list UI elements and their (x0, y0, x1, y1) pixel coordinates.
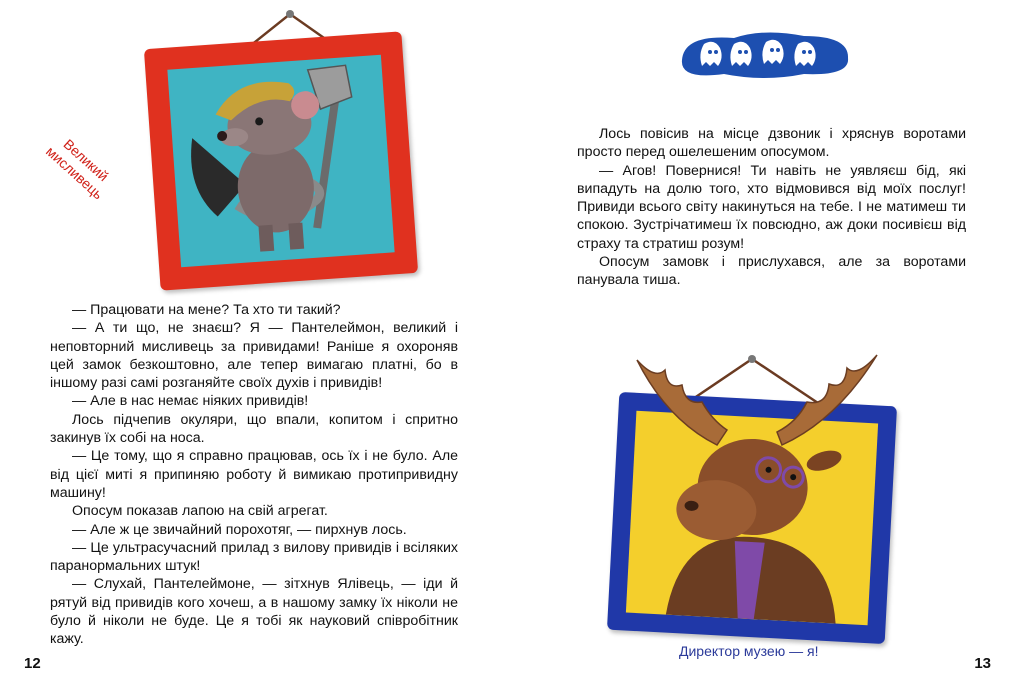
paragraph: — Працювати на мене? Та хто ти такий? (72, 302, 341, 318)
page-number: 12 (24, 655, 41, 672)
paragraph: — Слухай, Пантелеймоне, — зітхнув Ялівець, — іди й рятуй від привидів кого хочеш, а в нашому замку їх ніколи не було й ніколи не буде. Це я тобі як науковий співробітник кажу. (50, 576, 458, 648)
director-caption: Директор музею — я! (679, 643, 819, 659)
paragraph: Лось підчепив окуляри, що впали, копитом і спритно закинув їх собі на носа. (50, 411, 458, 447)
hunter-picture-frame (144, 31, 418, 290)
paragraph: — А ти що, не знаєш? Я — Пантелеймон, великий і неповторний мисливець за привидами! Раніше я охороняв цей замок безкоштовно, але тепер вимагаю платні, бо в іншому разі самі розганяйте своїх духів і привидів! (50, 320, 458, 392)
left-page (0, 0, 507, 700)
paragraph: — Це тому, що я справно працював, ось їх і не було. Але від цієї миті я припиняю роботу й вимикаю протипривидну машину! (50, 448, 458, 501)
right-page (507, 0, 1015, 700)
paragraph: — Але ж це звичайний порохотяг, — пирхнув лось. (72, 521, 407, 538)
paragraph: Опосум замовк і прислухався, але за воротами панувала тиша. (577, 254, 966, 289)
paragraph: — Агов! Повернися! Ти навіть не уявляєш бід, які випадуть на долю того, хто відмовився від моїх послуг! Привиди всього світу накинуться на тебе. І не матимеш ти спокою. Зустрічатимеш їх повсюдно, аж доки посивієш від страху та стратиш розум! (577, 162, 966, 252)
paragraph: — Але в нас немає ніяких привидів! (72, 393, 309, 410)
page-number: 13 (974, 655, 991, 672)
paragraph: — Це ультрасучасний прилад з вилову привидів і всіляких паранормальних штук! (50, 539, 458, 575)
right-page-text (577, 125, 966, 290)
ghost-logo-icon (674, 30, 854, 80)
hunter-caption: Великий мисливець (43, 135, 112, 203)
left-page-text (50, 301, 458, 649)
paragraph: Лось повісив на місце дзвоник і хряснув воротами просто перед ошелешеним опосумом. (577, 126, 966, 161)
possum-hunter-illustration (167, 55, 394, 267)
moose-antlers-illustration (607, 340, 907, 450)
paragraph: Опосум показав лапою на свій агрегат. (72, 503, 328, 520)
